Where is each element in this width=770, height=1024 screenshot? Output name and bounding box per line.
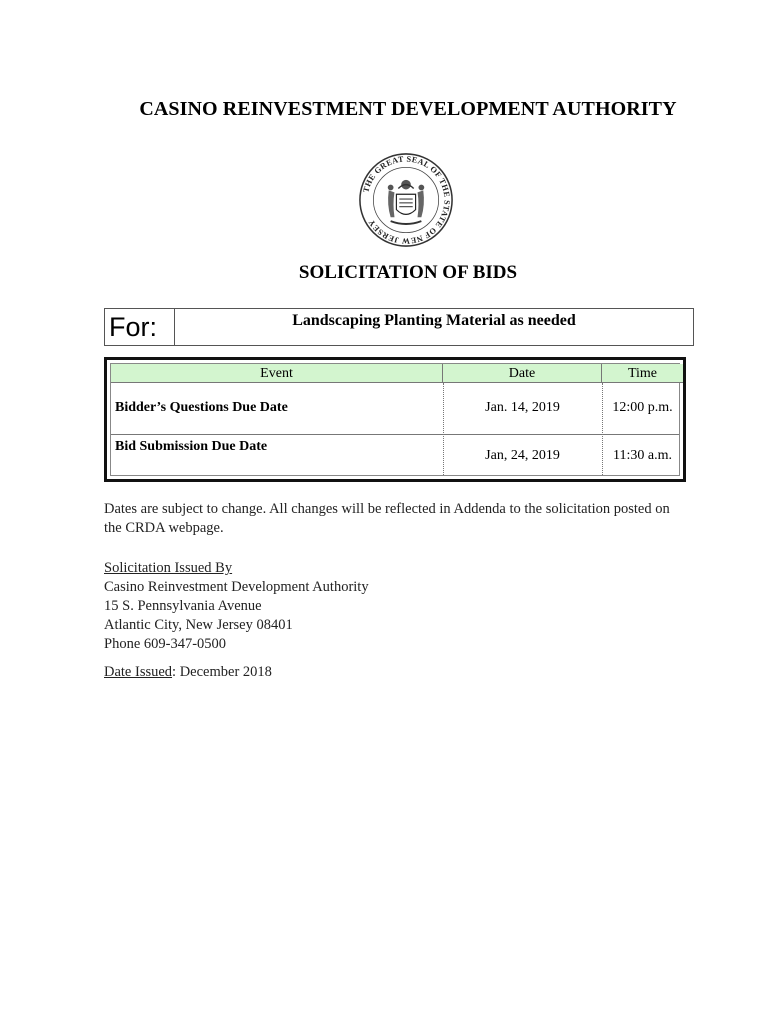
issuer-block (104, 559, 504, 654)
table-cell-date: Jan, 24, 2019 (485, 448, 560, 463)
date-issued-label: Date Issued (104, 664, 173, 680)
column-header-time: Time (602, 364, 683, 383)
row-divider (111, 434, 679, 435)
issuer-line: Casino Reinvestment Development Authority (104, 579, 369, 595)
issuer-line: Atlantic City, New Jersey 08401 (104, 617, 293, 633)
table-cell-time: 12:00 p.m. (612, 400, 673, 415)
for-label: For: (105, 309, 175, 345)
schedule-table (104, 357, 686, 482)
state-seal-icon (358, 152, 454, 248)
issuer-line: 15 S. Pennsylvania Avenue (104, 598, 262, 614)
date-issued (104, 663, 504, 682)
table-cell-event: Bid Submission Due Date (115, 439, 268, 454)
date-issued-value: : December 2018 (172, 664, 272, 680)
for-value: Landscaping Planting Material as needed (292, 312, 576, 329)
issuer-line: Phone 609-347-0500 (104, 636, 227, 652)
column-header-date: Date (443, 364, 602, 383)
for-box (104, 308, 694, 346)
organization-title: CASINO REINVESTMENT DEVELOPMENT AUTHORITY (139, 98, 677, 120)
issuer-heading: Solicitation Issued By (104, 560, 233, 576)
seal-ring-text: THE GREAT SEAL OF THE STATE OF NEW JERSEY (361, 154, 452, 246)
column-header-event: Event (111, 364, 443, 383)
schedule-note: Dates are subject to change. All changes will be reflected in Addenda to the solicitation posted on the CRDA webpage. (104, 501, 670, 536)
table-cell-event: Bidder’s Questions Due Date (115, 400, 288, 415)
table-cell-time: 11:30 a.m. (613, 448, 672, 463)
table-cell-date: Jan. 14, 2019 (485, 400, 560, 415)
solicitation-title: SOLICITATION OF BIDS (298, 262, 518, 283)
